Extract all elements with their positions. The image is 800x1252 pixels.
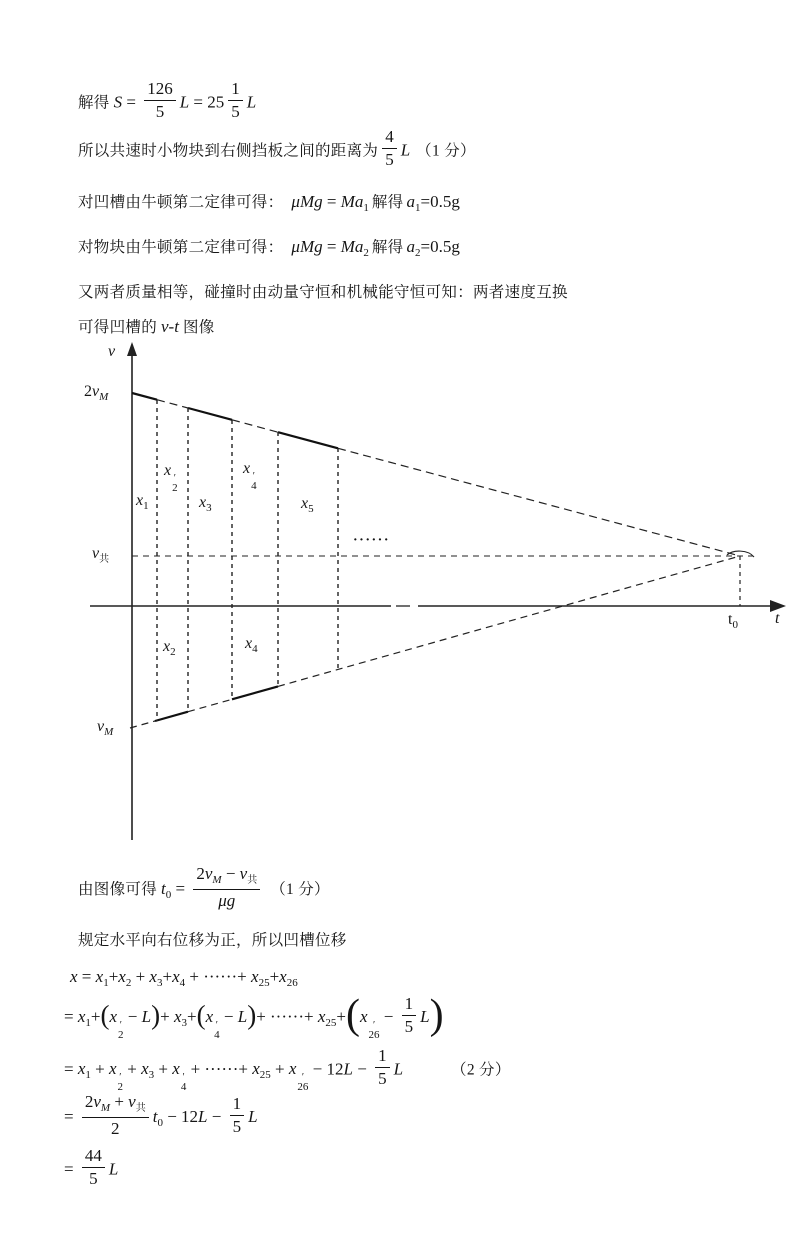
formula-line-4: 对物块由牛顿第二定律可得： $\mu Mg = Ma_2$ 解得 $a_2=0.5g$ <box>78 237 460 259</box>
text-line-8: 规定水平向右位移为正，所以凹槽位移 <box>78 932 347 949</box>
formula-line-6: 可得凹槽的 v-t 图像 <box>78 317 215 336</box>
axes <box>90 342 786 840</box>
formula-line-10: = $x_1+(x$ ′ 2 − $L)+ x_3+(x$ ′ 4 − L)+ ······+ $x_{25}+(x$ ′ 26 − $\frac{1}{5}$ L) <box>64 992 444 1041</box>
formula-line-11: = $x_1 + x$ ′ 2 + $x_3 + x$ ′ 4 + ······+ $x_{25} + x$ ′ 26 − 12L − $\frac{1}{5}$ L （2 分） <box>64 1046 511 1094</box>
interval-guides <box>157 400 338 721</box>
formula-line-13: = $\frac{44}{5}$ L <box>64 1146 119 1188</box>
label-x4-prime: x ′ 4 <box>243 460 257 492</box>
formula-line-3: 对凹槽由牛顿第二定律可得： $\mu Mg = Ma_1$ 解得 $a_1=0.5g$ <box>78 192 460 214</box>
v-axis-arrow <box>127 342 137 356</box>
label-2vm: $2v_M$ <box>84 383 109 403</box>
label-x1: $x_1$ <box>136 492 149 512</box>
formula-line-1: 解得 S = $\frac{126}{5}$ L = 25 $\frac{1}{5}$ L <box>78 79 257 121</box>
label-t0: $t_0$ <box>728 611 738 631</box>
formula-line-7: 由图像可得 $t_0$ = $\frac{2v_M - v_共}{\mu g}$ （1 分） <box>78 864 330 910</box>
formula-line-9: $x = x_1+x_2 + x_3+x_4$ + ······+ $x_{25}+x_{26}$ <box>70 967 298 989</box>
ellipsis-dots: ······ <box>353 533 391 548</box>
label-x2: $x_2$ <box>163 638 176 658</box>
label-vm: $v_M$ <box>97 718 114 738</box>
label-x3: $x_3$ <box>199 494 212 514</box>
label-x5: $x_5$ <box>301 495 314 515</box>
vt-graph <box>0 340 800 852</box>
t-axis-label: t <box>775 610 780 627</box>
label-v-gong: $v_共$ <box>92 545 110 565</box>
rising-line-dashed <box>130 556 740 728</box>
label-x2-prime: x ′ 2 <box>164 462 178 494</box>
formula-line-12: = $\frac{2v_M + v_共}{2}$ $t_0 - 12L$ − $\frac{1}{5}$ L <box>64 1092 258 1138</box>
v-axis-label: v <box>108 343 116 360</box>
formula-line-2: 所以共速时小物块到右侧挡板之间的距离为 $\frac{4}{5}$ L （1 分） <box>78 127 476 169</box>
vt-graph-figure <box>0 340 800 852</box>
label-x4: $x_4$ <box>245 635 258 655</box>
text-line-5: 又两者质量相等，碰撞时由动量守恒和机械能守恒可知：两者速度互换 <box>78 284 568 301</box>
